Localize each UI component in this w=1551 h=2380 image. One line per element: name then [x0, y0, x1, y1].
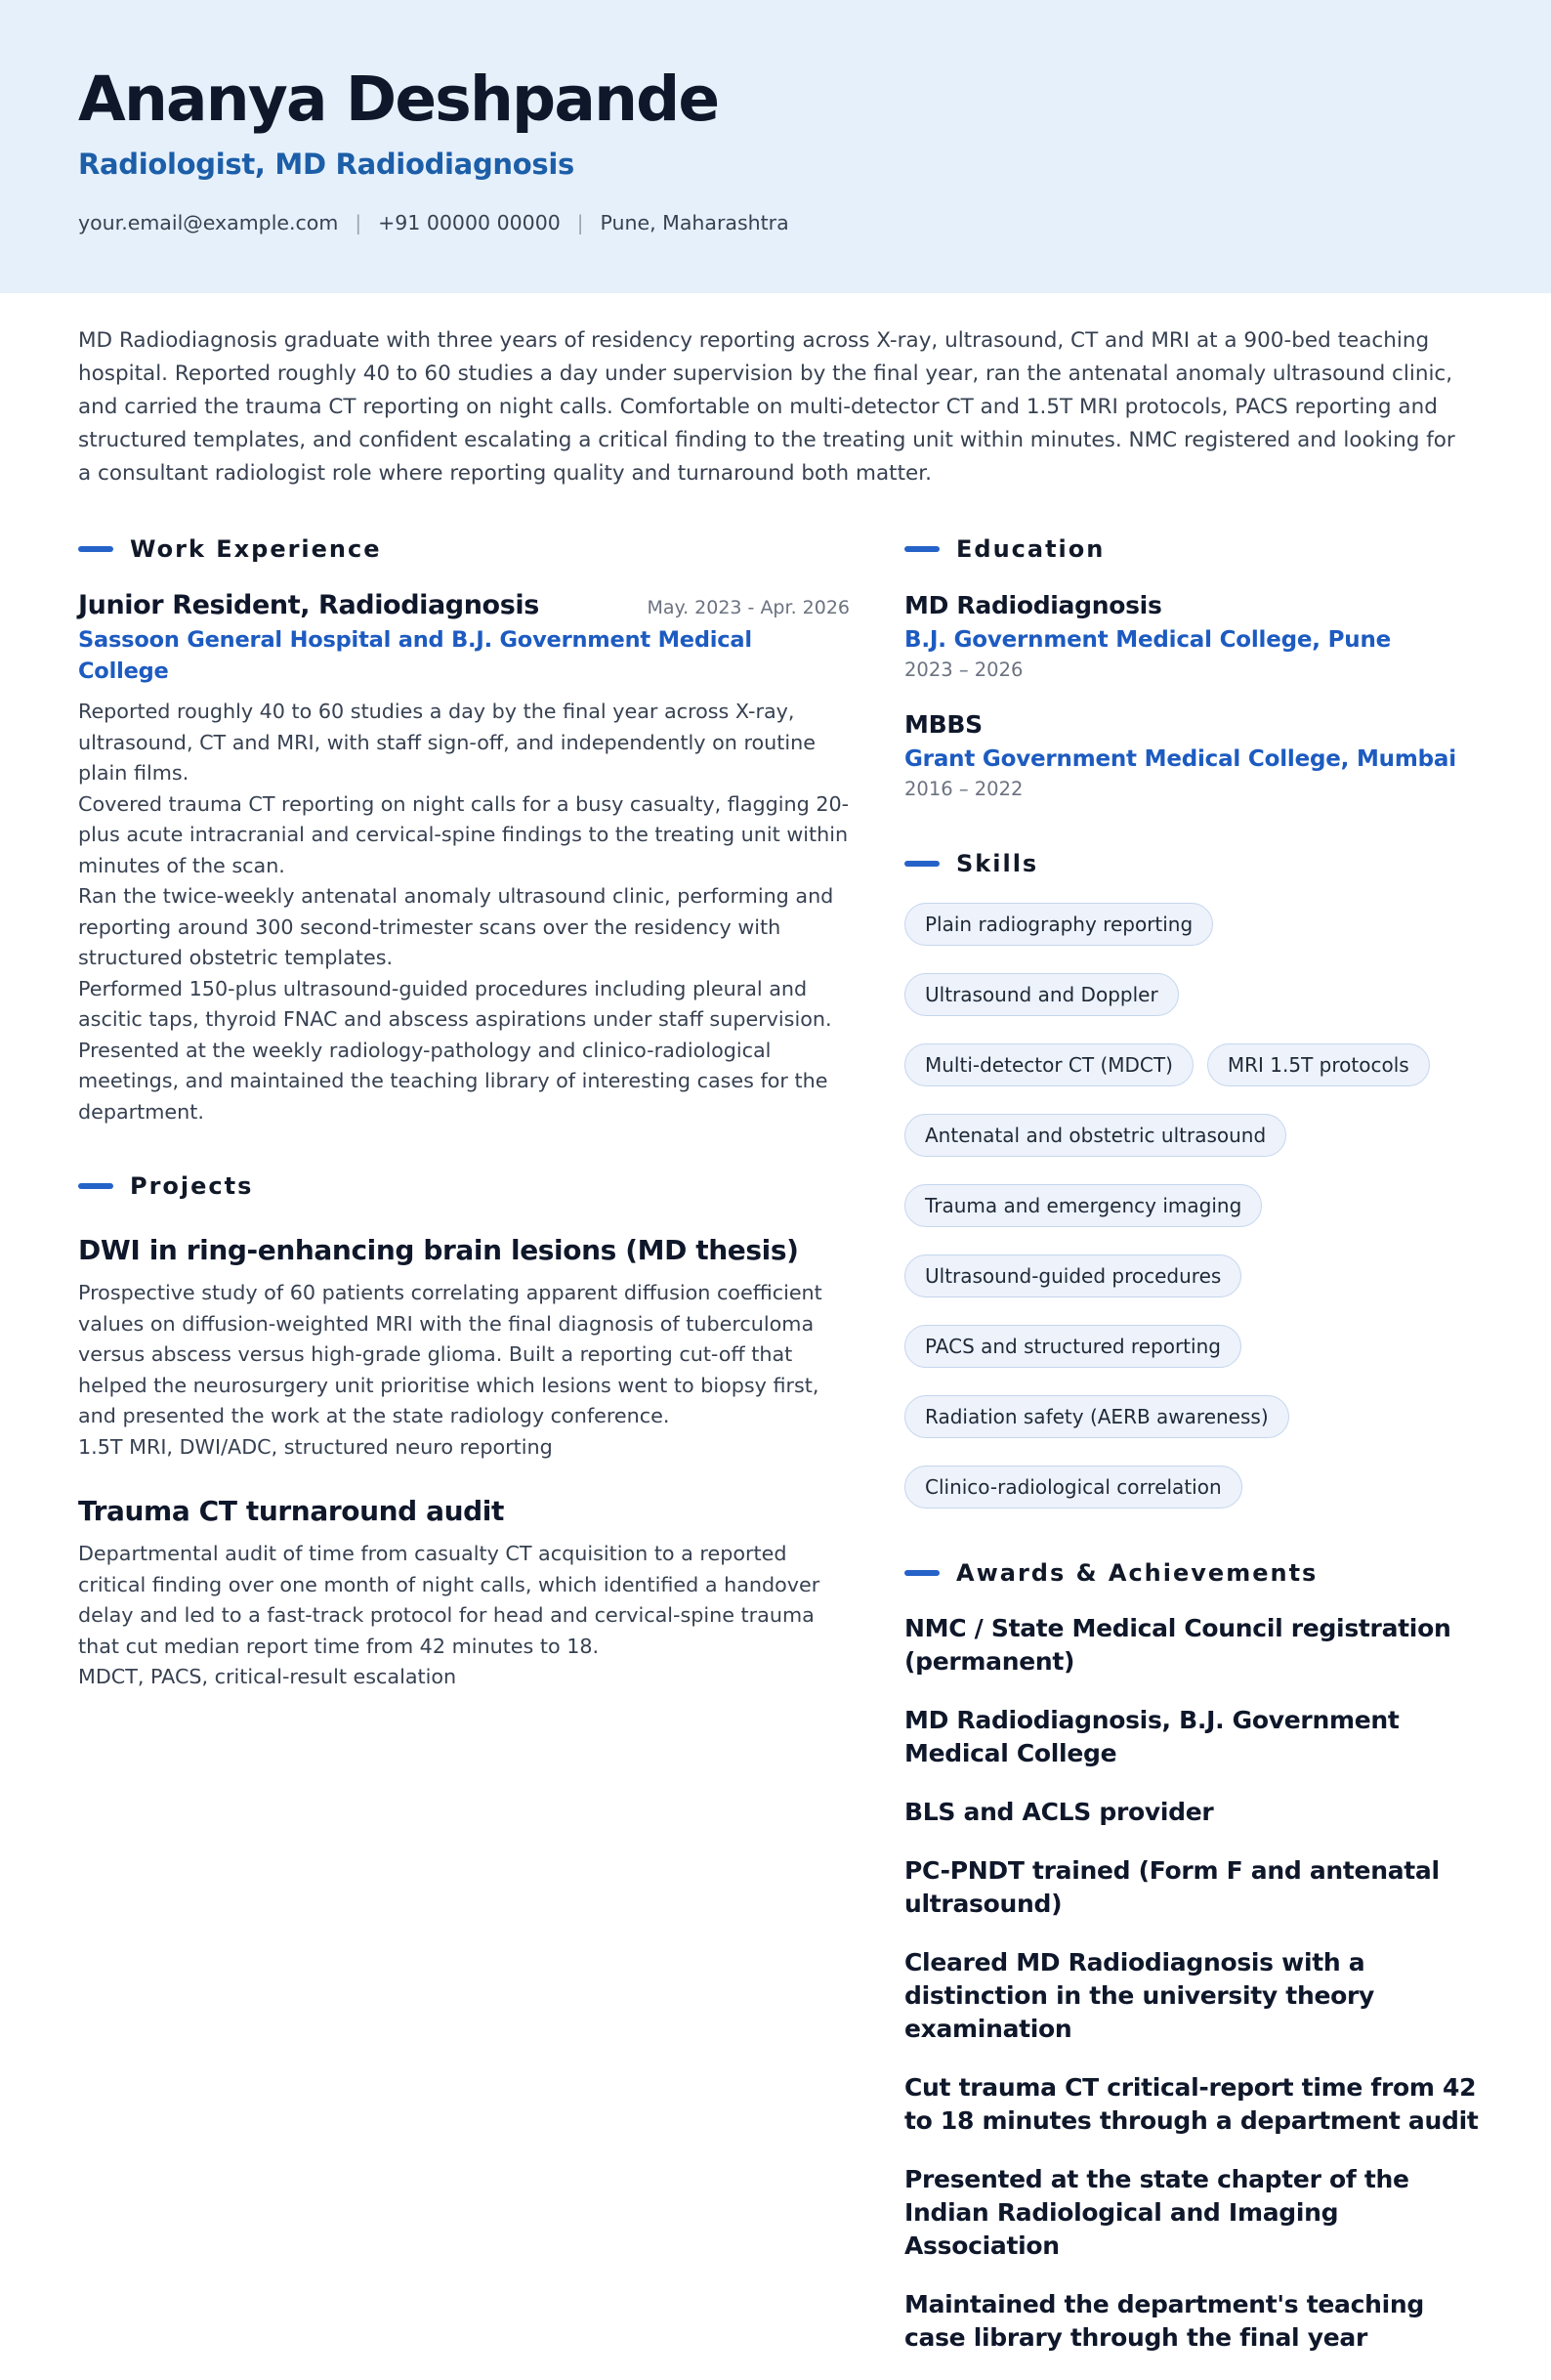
- contact-location: Pune, Maharashtra: [600, 211, 789, 234]
- education-years: 2023 – 2026: [904, 659, 1024, 681]
- education-item: [904, 588, 1481, 684]
- skill-chip: Multi-detector CT (MDCT): [904, 1043, 1194, 1086]
- skill-chip: Radiation safety (AERB awareness): [904, 1395, 1289, 1438]
- contact-email[interactable]: your.email@example.com: [78, 211, 339, 234]
- awards-list: [904, 1612, 1481, 2355]
- section-heading-label: Awards & Achievements: [956, 1559, 1319, 1587]
- section-heading: [904, 530, 1481, 569]
- section-accent-bar: [904, 546, 940, 552]
- contact-separator: |: [576, 211, 584, 234]
- skill-chip: Plain radiography reporting: [904, 903, 1213, 946]
- award-item: Cleared MD Radiodiagnosis with a distinction in the university theory examination: [904, 1948, 1375, 2043]
- job-title: Junior Resident, Radiodiagnosis: [78, 590, 539, 620]
- job-dates: May. 2023 - Apr. 2026: [647, 597, 850, 618]
- section-heading-label: Projects: [130, 1172, 254, 1200]
- right-column: [904, 530, 1481, 2380]
- award-item: BLS and ACLS provider: [904, 1798, 1214, 1826]
- job-bullet: Performed 150-plus ultrasound-guided procedures including pleural and ascitic taps, thyroid FNAC and abscess aspirations under staff supervision.: [78, 976, 832, 1031]
- education-school: B.J. Government Medical College, Pune: [904, 627, 1392, 653]
- projects-section: [78, 1167, 850, 1693]
- job-company: Sassoon General Hospital and B.J. Government Medical College: [78, 627, 752, 684]
- award-item: MD Radiodiagnosis, B.J. Government Medical College: [904, 1706, 1400, 1767]
- section-accent-bar: [904, 861, 940, 867]
- project-description: Departmental audit of time from casualty CT acquisition to a reported critical finding over one month of night calls, which identified a handover delay and led to a fast-track protocol for head and cervical-spine trauma that cut median report time from 42 minutes to 18.: [78, 1542, 820, 1658]
- contact-phone[interactable]: +91 00000 00000: [378, 211, 561, 234]
- education-degree: MD Radiodiagnosis: [904, 591, 1162, 619]
- section-heading: [78, 1167, 850, 1206]
- professional-summary: MD Radiodiagnosis graduate with three years of residency reporting across X-ray, ultrasound, CT and MRI at a 900-bed teaching hospital. Reported roughly 40 to 60 studies a day under supervision by the final year, ran the antenatal anomaly ultrasound clinic, and carried the trauma CT reporting on night calls. Comfortable on multi-detector CT and 1.5T MRI protocols, PACS reporting and structured templates, and confident escalating a critical finding to the treating unit within minutes. NMC registered and looking for a consultant radiologist role where reporting quality and turnaround both matter.: [78, 328, 1455, 486]
- award-item: Cut trauma CT critical-report time from 42 to 18 minutes through a department audit: [904, 2073, 1479, 2135]
- section-heading-label: Education: [956, 535, 1106, 563]
- skills-section: [904, 844, 1481, 1509]
- section-heading-label: Skills: [956, 850, 1039, 877]
- education-school: Grant Government Medical College, Mumbai: [904, 746, 1456, 772]
- section-heading: [904, 844, 1481, 883]
- award-item: Presented at the state chapter of the Indian Radiological and Imaging Association: [904, 2165, 1409, 2260]
- job-bullet: Covered trauma CT reporting on night calls for a busy casualty, flagging 20-plus acute intracranial and cervical-spine findings to the treating unit within minutes of the scan.: [78, 791, 850, 877]
- job-bullet: Reported roughly 40 to 60 studies a day by the final year across X-ray, ultrasound, CT and MRI, with staff sign-off, and independently on routine plain films.: [78, 700, 816, 785]
- work-experience-section: [78, 530, 850, 1127]
- candidate-role: Radiologist, MD Radiodiagnosis: [78, 148, 574, 181]
- education-years: 2016 – 2022: [904, 778, 1024, 800]
- skill-chip: Antenatal and obstetric ultrasound: [904, 1114, 1286, 1157]
- section-heading: [904, 1553, 1481, 1593]
- section-accent-bar: [78, 1183, 113, 1189]
- education-section: [904, 530, 1481, 803]
- contact-separator: |: [355, 211, 362, 234]
- project-tags: 1.5T MRI, DWI/ADC, structured neuro reporting: [78, 1434, 553, 1459]
- skill-chip: MRI 1.5T protocols: [1207, 1043, 1430, 1086]
- section-heading-label: Work Experience: [130, 535, 382, 563]
- project-item: [78, 1231, 850, 1463]
- skill-chip: Ultrasound and Doppler: [904, 973, 1179, 1016]
- job-bullet: Presented at the weekly radiology-pathology and clinico-radiological meetings, and maintained the teaching library of interesting cases for the department.: [78, 1038, 828, 1124]
- job-bullets: [78, 697, 850, 1127]
- skill-chip: Ultrasound-guided procedures: [904, 1254, 1241, 1297]
- left-column: [78, 530, 850, 1693]
- award-item: Maintained the department's teaching case library through the final year: [904, 2290, 1425, 2352]
- section-heading: [78, 530, 850, 569]
- candidate-name: Ananya Deshpande: [78, 64, 719, 135]
- project-item: [78, 1492, 850, 1693]
- job-header: [78, 590, 850, 620]
- project-description: Prospective study of 60 patients correlating apparent diffusion coefficient values on diffusion-weighted MRI with the final diagnosis of tuberculoma versus abscess versus high-grade glioma. Built a reporting cut-off that helped the neurosurgery unit prioritise which lesions went to biopsy first, and presented the work at the state radiology conference.: [78, 1281, 822, 1427]
- skill-chip: PACS and structured reporting: [904, 1325, 1241, 1368]
- skill-chip: Clinico-radiological correlation: [904, 1466, 1242, 1509]
- award-item: NMC / State Medical Council registration (permanent): [904, 1614, 1451, 1676]
- education-item: [904, 707, 1481, 803]
- education-degree: MBBS: [904, 710, 983, 739]
- resume-header: [0, 0, 1551, 293]
- awards-section: [904, 1553, 1481, 2355]
- contact-line: [78, 208, 1473, 237]
- award-item: PC-PNDT trained (Form F and antenatal ultrasound): [904, 1856, 1440, 1918]
- project-tags: MDCT, PACS, critical-result escalation: [78, 1665, 457, 1688]
- job-bullet: Ran the twice-weekly antenatal anomaly ultrasound clinic, performing and reporting around 300 second-trimester scans over the residency with structured obstetric templates.: [78, 884, 834, 969]
- project-title: Trauma CT turnaround audit: [78, 1495, 504, 1527]
- section-accent-bar: [78, 546, 113, 552]
- section-accent-bar: [904, 1570, 940, 1576]
- skill-chip: Trauma and emergency imaging: [904, 1184, 1262, 1227]
- project-title: DWI in ring-enhancing brain lesions (MD thesis): [78, 1234, 799, 1266]
- skills-list: [904, 903, 1481, 1509]
